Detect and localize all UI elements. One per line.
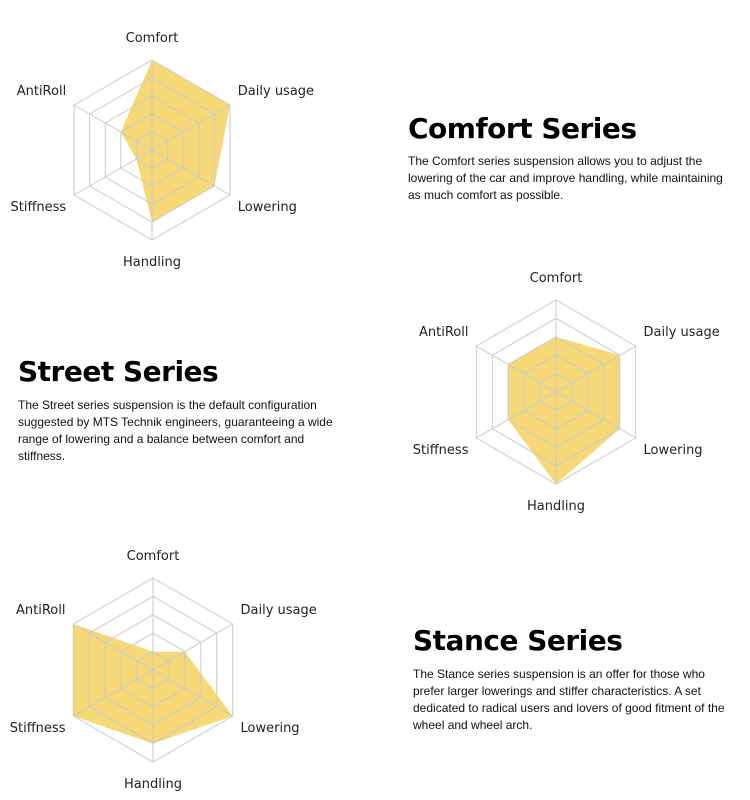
- radar-grid-ring-4: [89, 596, 216, 743]
- radar-grid-ring-4: [90, 78, 215, 222]
- radar-axis-label-handling: Handling: [124, 777, 182, 792]
- comfort-series-title: Comfort Series: [408, 112, 637, 145]
- radar-axis-label-comfort: Comfort: [125, 31, 179, 46]
- radar-grid-ring-2: [524, 355, 588, 429]
- radar-spoke-antiroll: [73, 624, 153, 670]
- radar-grid-ring-2: [121, 114, 183, 186]
- radar-spoke-stiffness: [73, 670, 153, 716]
- street-series-title: Street Series: [18, 355, 219, 388]
- stance-series-title: Stance Series: [413, 624, 623, 657]
- radar-axis-label-lowering: Lowering: [643, 443, 703, 458]
- radar-axis-label-comfort: Comfort: [126, 549, 180, 564]
- radar-series-area-0: [121, 60, 230, 222]
- radar-spoke-lowering: [152, 150, 230, 195]
- radar-spoke-stiffness: [476, 392, 556, 438]
- radar-grid-ring-4: [492, 318, 619, 465]
- radar-spoke-lowering: [556, 392, 636, 438]
- radar-axis-label-stiffness: Stiffness: [9, 721, 66, 736]
- comfort-series-description: The Comfort series suspension allows you to adjust the lowering of the car and improve handling, while maintaining as much comfort as possible.: [408, 154, 723, 202]
- radar-grid-ring-3: [508, 337, 604, 447]
- radar-grid-ring-1: [540, 374, 572, 411]
- radar-spoke-antiroll: [476, 346, 556, 392]
- radar-spoke-daily-usage: [556, 346, 636, 392]
- radar-axis-label-handling: Handling: [123, 255, 181, 270]
- radar-spoke-antiroll: [74, 105, 152, 150]
- radar-grid-ring-1: [136, 132, 167, 168]
- street-series-description: The Street series suspension is the default configuration suggested by MTS Technik engineers, guaranteeing a wide range of lowering and a balance between comfort and stiffness.: [18, 398, 333, 463]
- radar-spoke-daily-usage: [152, 105, 230, 150]
- radar-axis-label-daily-usage: Daily usage: [643, 325, 720, 340]
- radar-series-area-0: [73, 624, 232, 744]
- radar-grid-ring-2: [121, 633, 185, 707]
- radar-spoke-daily-usage: [153, 624, 233, 670]
- radar-axis-label-stiffness: Stiffness: [10, 200, 67, 215]
- radar-grid-ring-5: [74, 60, 230, 240]
- radar-grid-ring-1: [137, 652, 169, 689]
- radar-spoke-lowering: [153, 670, 233, 716]
- radar-axis-label-antiroll: AntiRoll: [16, 84, 67, 99]
- radar-grid-ring-3: [105, 615, 201, 725]
- radar-axis-label-handling: Handling: [527, 499, 585, 514]
- radar-series-area-0: [508, 337, 620, 484]
- radar-axis-label-lowering: Lowering: [237, 200, 297, 215]
- stance-series-description: The Stance series suspension is an offer for those who prefer larger lowerings and stiffer characteristics. A set dedicated to radical users and lovers of good fitment of the wheel and wheel arch.: [413, 667, 725, 732]
- radar-axis-label-daily-usage: Daily usage: [240, 603, 317, 618]
- radar-axis-label-lowering: Lowering: [240, 721, 300, 736]
- radar-grid-ring-3: [105, 96, 199, 204]
- radar-axis-label-antiroll: AntiRoll: [419, 325, 469, 340]
- radar-axis-label-comfort: Comfort: [529, 271, 583, 286]
- radar-spoke-stiffness: [74, 150, 152, 195]
- radar-grid-ring-5: [476, 300, 635, 484]
- radar-axis-label-stiffness: Stiffness: [412, 443, 469, 458]
- radar-axis-label-daily-usage: Daily usage: [237, 84, 315, 99]
- radar-axis-label-antiroll: AntiRoll: [16, 603, 66, 618]
- radar-grid-ring-5: [73, 578, 232, 762]
